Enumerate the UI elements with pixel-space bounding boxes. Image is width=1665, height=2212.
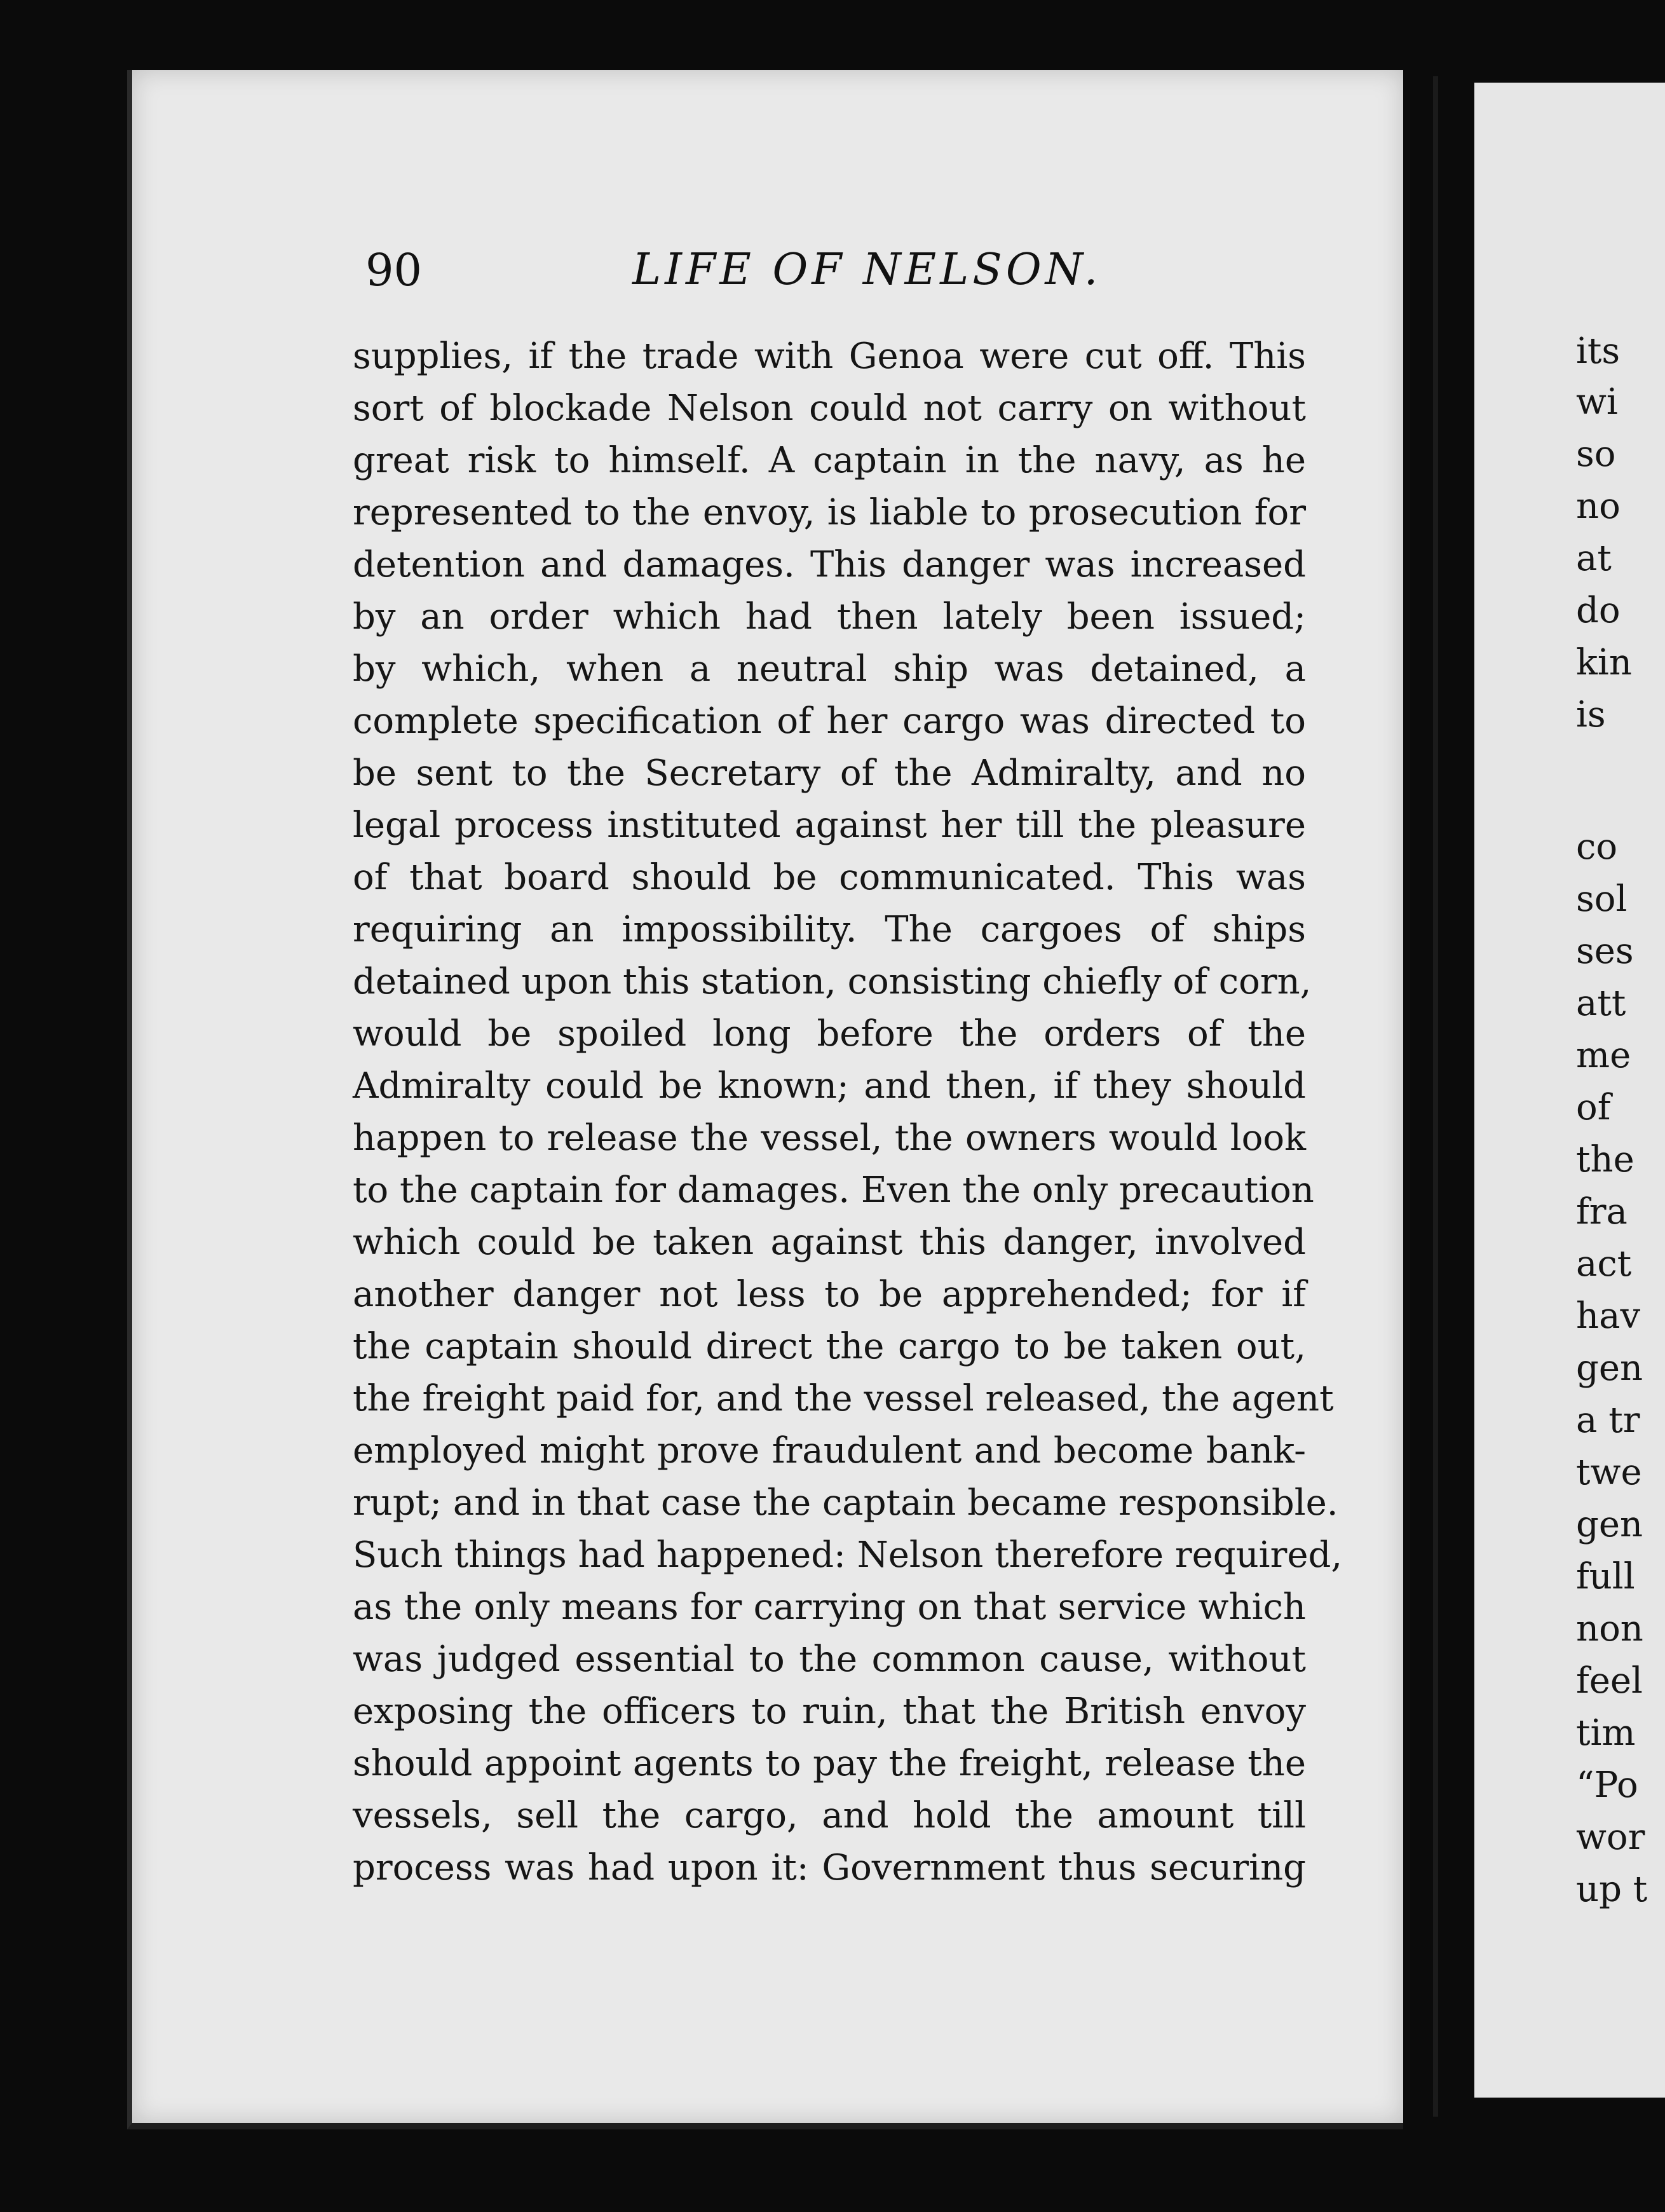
text-line: legal process instituted against her till the pleasure (353, 805, 1306, 846)
text-line: supplies, if the trade with Genoa were cut off. This (353, 336, 1306, 377)
right-page-fragment: do (1576, 590, 1621, 631)
running-title: LIFE OF NELSON. (632, 245, 1102, 295)
right-page-fragment: non (1576, 1608, 1643, 1649)
right-page-fragment: att (1576, 983, 1626, 1024)
right-page-fragment: at (1576, 538, 1612, 579)
right-page-fragment: wor (1576, 1817, 1645, 1858)
text-line: detained upon this station, consisting chiefly of corn, (353, 961, 1312, 1002)
right-page-fragment: of (1576, 1087, 1611, 1128)
right-page-fragment: twe (1576, 1452, 1642, 1493)
right-page-fragment: co (1576, 826, 1618, 868)
right-page-fragment: ses (1576, 931, 1634, 972)
right-page-fragment: tim (1576, 1712, 1636, 1754)
text-line: by which, when a neutral ship was detained, a (353, 648, 1306, 690)
text-line: complete specification of her cargo was directed to (353, 700, 1306, 742)
text-line: employed might prove fraudulent and become bank- (353, 1430, 1306, 1471)
text-line: was judged essential to the common cause, without (353, 1639, 1306, 1680)
right-page-fragment: so (1576, 434, 1616, 475)
right-page-fragment: gen (1576, 1348, 1643, 1389)
text-line: happen to release the vessel, the owners would look (353, 1117, 1306, 1159)
text-line: to the captain for damages. Even the only precaution (353, 1170, 1314, 1211)
text-line: rupt; and in that case the captain became responsible. (353, 1482, 1338, 1524)
text-line: Such things had happened: Nelson therefore required, (353, 1534, 1343, 1576)
page-gutter (1433, 76, 1438, 2117)
right-page-fragment: kin (1576, 642, 1632, 683)
right-page-fragment: act (1576, 1243, 1632, 1285)
right-page-fragment: “Po (1576, 1765, 1638, 1806)
text-line: which could be taken against this danger, involved (353, 1222, 1306, 1263)
right-page-fragment: fra (1576, 1191, 1628, 1232)
text-line: the captain should direct the cargo to be taken out, (353, 1326, 1306, 1367)
text-line: of that board should be communicated. This was (353, 857, 1306, 898)
right-page-fragment: a tr (1576, 1400, 1640, 1441)
text-line: detention and damages. This danger was increased (353, 544, 1306, 585)
right-page-fragment: wi (1576, 381, 1618, 423)
text-line: process was had upon it: Government thus securing (353, 1847, 1306, 1888)
right-page-fragment: sol (1576, 878, 1628, 920)
body-text (353, 331, 1343, 1894)
text-line: sort of blockade Nelson could not carry on without (353, 388, 1306, 429)
right-page-fragment: up t (1576, 1869, 1648, 1910)
text-line: would be spoiled long before the orders of the (353, 1013, 1306, 1055)
text-line: represented to the envoy, is liable to prosecution for (353, 492, 1306, 533)
text-line: by an order which had then lately been issued; (353, 596, 1306, 638)
text-line: requiring an impossibility. The cargoes of ships (353, 909, 1306, 950)
text-line: great risk to himself. A captain in the navy, as he (353, 440, 1306, 481)
text-line: should appoint agents to pay the freight, release the (353, 1743, 1306, 1784)
text-line: vessels, sell the cargo, and hold the amount till (353, 1795, 1306, 1836)
right-page-fragment: no (1576, 486, 1621, 527)
text-line: Admiralty could be known; and then, if they should (353, 1065, 1306, 1107)
page-header (365, 235, 1306, 305)
text-line: exposing the officers to ruin, that the British envoy (353, 1691, 1306, 1732)
right-page-fragment: gen (1576, 1504, 1643, 1545)
text-line: another danger not less to be apprehended; for if (353, 1274, 1306, 1315)
right-page-fragment: its (1576, 331, 1621, 372)
right-page-fragment: is (1576, 694, 1606, 735)
text-line: as the only means for carrying on that service which (353, 1587, 1306, 1628)
right-page-fragment: feel (1576, 1660, 1643, 1702)
text-line: be sent to the Secretary of the Admiralty, and no (353, 753, 1306, 794)
right-page-fragment: me (1576, 1035, 1631, 1076)
text-line: the freight paid for, and the vessel released, the agent (353, 1378, 1334, 1419)
right-page-fragment: full (1576, 1556, 1635, 1597)
right-page-fragment: the (1576, 1139, 1634, 1180)
page-number: 90 (365, 244, 423, 296)
right-page-fragment: hav (1576, 1295, 1641, 1337)
